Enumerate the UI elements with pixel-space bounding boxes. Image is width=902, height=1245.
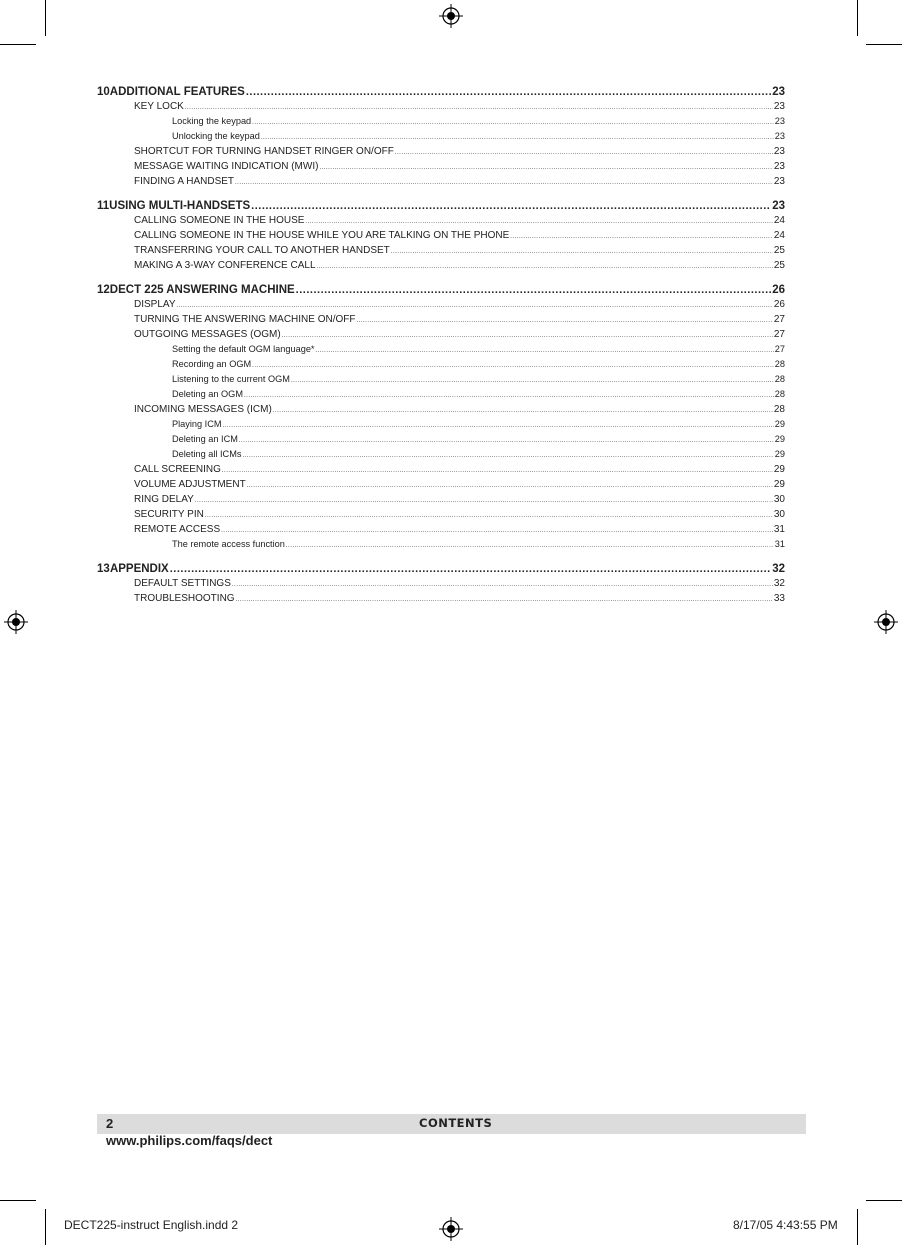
toc-entry[interactable] xyxy=(97,464,785,479)
crop-mark xyxy=(857,1209,858,1245)
crop-mark xyxy=(0,44,36,45)
toc-entry-label: RING DELAY xyxy=(134,494,194,505)
toc-entry-label: SHORTCUT FOR TURNING HANDSET RINGER ON/OFF xyxy=(134,146,394,157)
toc-entry[interactable] xyxy=(97,494,785,509)
toc-page-number: 23 xyxy=(774,116,785,126)
toc-entry-label: Listening to the current OGM xyxy=(172,374,290,384)
toc-entry[interactable] xyxy=(97,389,785,404)
toc-entry[interactable] xyxy=(97,200,785,215)
toc-entry[interactable] xyxy=(97,404,785,419)
toc-leader-dots xyxy=(221,524,773,535)
slug-file-name: DECT225-instruct English.indd 2 xyxy=(64,1218,239,1232)
toc-section-number: 12 xyxy=(97,284,110,296)
toc-leader-dots xyxy=(291,374,774,384)
toc-entry[interactable] xyxy=(97,344,785,359)
slug-datetime: 8/17/05 4:43:55 PM xyxy=(733,1218,838,1232)
toc-leader-dots xyxy=(232,578,773,589)
crop-mark xyxy=(45,0,46,36)
toc-page-number: 23 xyxy=(773,101,785,112)
toc-entry-label: Recording an OGM xyxy=(172,359,252,369)
toc-entry[interactable] xyxy=(97,479,785,494)
toc-leader-dots xyxy=(222,464,773,475)
toc-page-number: 32 xyxy=(772,563,785,575)
toc-entry[interactable] xyxy=(97,86,785,101)
toc-leader-dots xyxy=(205,509,773,520)
toc-leader-dots xyxy=(236,593,773,604)
toc-page-number: 28 xyxy=(774,389,785,399)
toc-entry[interactable] xyxy=(97,539,785,554)
toc-leader-dots xyxy=(273,404,773,415)
toc-entry-label: MESSAGE WAITING INDICATION (MWI) xyxy=(134,161,319,172)
toc-entry[interactable] xyxy=(97,419,785,434)
toc-leader-dots xyxy=(261,131,774,141)
registration-mark-icon xyxy=(439,4,463,28)
crop-mark xyxy=(866,44,902,45)
toc-leader-dots xyxy=(510,230,773,241)
toc-leader-dots xyxy=(223,419,774,429)
toc-page-number: 29 xyxy=(774,434,785,444)
toc-entry[interactable] xyxy=(97,101,785,116)
crop-mark xyxy=(857,0,858,36)
toc-entry[interactable] xyxy=(97,359,785,374)
toc-entry-label: DISPLAY xyxy=(134,299,176,310)
crop-mark xyxy=(0,1200,36,1201)
toc-entry[interactable] xyxy=(97,215,785,230)
toc-page-number: 23 xyxy=(773,176,785,187)
toc-entry[interactable] xyxy=(97,593,785,608)
toc-section-number: 10 xyxy=(97,86,110,98)
toc-leader-dots xyxy=(195,494,773,505)
toc-page-number: 23 xyxy=(774,131,785,141)
toc-page-number: 27 xyxy=(773,314,785,325)
toc-entry[interactable] xyxy=(97,131,785,146)
toc-entry[interactable] xyxy=(97,245,785,260)
toc-entry[interactable] xyxy=(97,434,785,449)
toc-entry-label: SECURITY PIN xyxy=(134,509,204,520)
toc-entry[interactable] xyxy=(97,230,785,245)
crop-mark xyxy=(45,1209,46,1245)
toc-leader-dots xyxy=(251,200,771,212)
toc-leader-dots xyxy=(319,161,772,172)
toc-leader-dots xyxy=(185,101,773,112)
toc-entry[interactable] xyxy=(97,176,785,191)
toc-entry[interactable] xyxy=(97,299,785,314)
toc-entry-label: DEFAULT SETTINGS xyxy=(134,578,231,589)
toc-entry[interactable] xyxy=(97,116,785,131)
toc-entry[interactable] xyxy=(97,260,785,275)
toc-entry-label: The remote access function xyxy=(172,539,285,549)
toc-entry-label: FINDING A HANDSET xyxy=(134,176,235,187)
toc-leader-dots xyxy=(305,215,772,226)
toc-entry-label: Locking the keypad xyxy=(172,116,252,126)
toc-entry[interactable] xyxy=(97,329,785,344)
toc-entry[interactable] xyxy=(97,449,785,464)
toc-entry-label: TROUBLESHOOTING xyxy=(134,593,235,604)
toc-page-number: 24 xyxy=(773,215,785,226)
toc-entry-label: INCOMING MESSAGES (ICM) xyxy=(134,404,272,415)
toc-section-number: 11 xyxy=(97,200,110,212)
toc-entry[interactable] xyxy=(97,524,785,539)
toc-entry-label: Unlocking the keypad xyxy=(172,131,260,141)
toc-entry-label: Setting the default OGM language* xyxy=(172,344,315,354)
toc-leader-dots xyxy=(244,389,774,399)
toc-entry-label: Playing ICM xyxy=(172,419,222,429)
toc-page-number: 23 xyxy=(773,161,785,172)
toc-page-number: 23 xyxy=(772,200,785,212)
footer-bar xyxy=(97,1114,806,1134)
toc-leader-dots xyxy=(247,479,773,490)
toc-page-number: 23 xyxy=(772,86,785,98)
toc-entry-label: TURNING THE ANSWERING MACHINE ON/OFF xyxy=(134,314,356,325)
toc-leader-dots xyxy=(391,245,773,256)
registration-mark-icon xyxy=(439,1217,463,1241)
toc-page-number: 32 xyxy=(773,578,785,589)
registration-mark-icon xyxy=(4,610,28,634)
toc-leader-dots xyxy=(239,434,774,444)
toc-entry-label: ADDITIONAL FEATURES xyxy=(109,86,245,98)
toc-entry-label: Deleting all ICMs xyxy=(172,449,242,459)
toc-leader-dots xyxy=(357,314,773,325)
toc-entry-label: VOLUME ADJUSTMENT xyxy=(134,479,246,490)
footer-url: www.philips.com/faqs/dect xyxy=(106,1133,273,1148)
toc-leader-dots xyxy=(235,176,773,187)
toc-page-number: 25 xyxy=(773,260,785,271)
toc-page-number: 31 xyxy=(774,539,785,549)
toc-entry-label: CALL SCREENING xyxy=(134,464,221,475)
toc-entry-label: APPENDIX xyxy=(109,563,169,575)
toc-leader-dots xyxy=(286,539,774,549)
toc-leader-dots xyxy=(242,449,773,459)
page-number: 2 xyxy=(106,1116,114,1131)
toc-entry-label: DECT 225 ANSWERING MACHINE xyxy=(109,284,295,296)
crop-mark xyxy=(866,1200,902,1201)
toc-leader-dots xyxy=(170,563,771,575)
toc-entry-label: CALLING SOMEONE IN THE HOUSE xyxy=(134,215,305,226)
toc-page-number: 29 xyxy=(774,449,785,459)
registration-mark-icon xyxy=(874,610,898,634)
toc-page-number: 23 xyxy=(773,146,785,157)
toc-page-number: 29 xyxy=(773,479,785,490)
toc-leader-dots xyxy=(296,284,772,296)
toc-page-number: 27 xyxy=(774,344,785,354)
toc-page-number: 29 xyxy=(774,419,785,429)
toc-entry-label: MAKING A 3-WAY CONFERENCE CALL xyxy=(134,260,316,271)
toc-page-number: 30 xyxy=(773,494,785,505)
toc-entry[interactable] xyxy=(97,578,785,593)
toc-entry[interactable] xyxy=(97,314,785,329)
toc-leader-dots xyxy=(177,299,773,310)
toc-entry-label: TRANSFERRING YOUR CALL TO ANOTHER HANDSET xyxy=(134,245,390,256)
toc-page-number: 31 xyxy=(773,524,785,535)
toc-entry-label: Deleting an ICM xyxy=(172,434,238,444)
toc-page-number: 28 xyxy=(773,404,785,415)
toc-entry-label: Deleting an OGM xyxy=(172,389,243,399)
toc-page-number: 27 xyxy=(773,329,785,340)
toc-section-number: 13 xyxy=(97,563,110,575)
toc-page-number: 26 xyxy=(772,284,785,296)
toc-leader-dots xyxy=(246,86,771,98)
toc-entry-label: KEY LOCK xyxy=(134,101,184,112)
toc-entry[interactable] xyxy=(97,509,785,524)
toc-page-number: 28 xyxy=(774,359,785,369)
toc-leader-dots xyxy=(395,146,773,157)
toc-page-number: 33 xyxy=(773,593,785,604)
toc-leader-dots xyxy=(252,116,774,126)
section-title: CONTENTS xyxy=(419,1116,493,1130)
toc-entry-label: USING MULTI-HANDSETS xyxy=(109,200,251,212)
toc-leader-dots xyxy=(282,329,773,340)
toc-entry[interactable] xyxy=(97,374,785,389)
toc-leader-dots xyxy=(317,260,773,271)
toc-leader-dots xyxy=(252,359,774,369)
toc-entry[interactable] xyxy=(97,161,785,176)
toc-page-number: 29 xyxy=(773,464,785,475)
toc-leader-dots xyxy=(316,344,774,354)
toc-entry-label: OUTGOING MESSAGES (OGM) xyxy=(134,329,281,340)
toc-page-number: 24 xyxy=(773,230,785,241)
toc-page-number: 25 xyxy=(773,245,785,256)
toc-entry[interactable] xyxy=(97,146,785,161)
toc-page-number: 28 xyxy=(774,374,785,384)
toc-page-number: 26 xyxy=(773,299,785,310)
toc-entry[interactable] xyxy=(97,563,785,578)
toc-entry-label: CALLING SOMEONE IN THE HOUSE WHILE YOU ARE TALKING ON THE PHONE xyxy=(134,230,510,241)
toc-entry-label: REMOTE ACCESS xyxy=(134,524,221,535)
toc-entry[interactable] xyxy=(97,284,785,299)
table-of-contents xyxy=(97,86,785,608)
toc-page-number: 30 xyxy=(773,509,785,520)
